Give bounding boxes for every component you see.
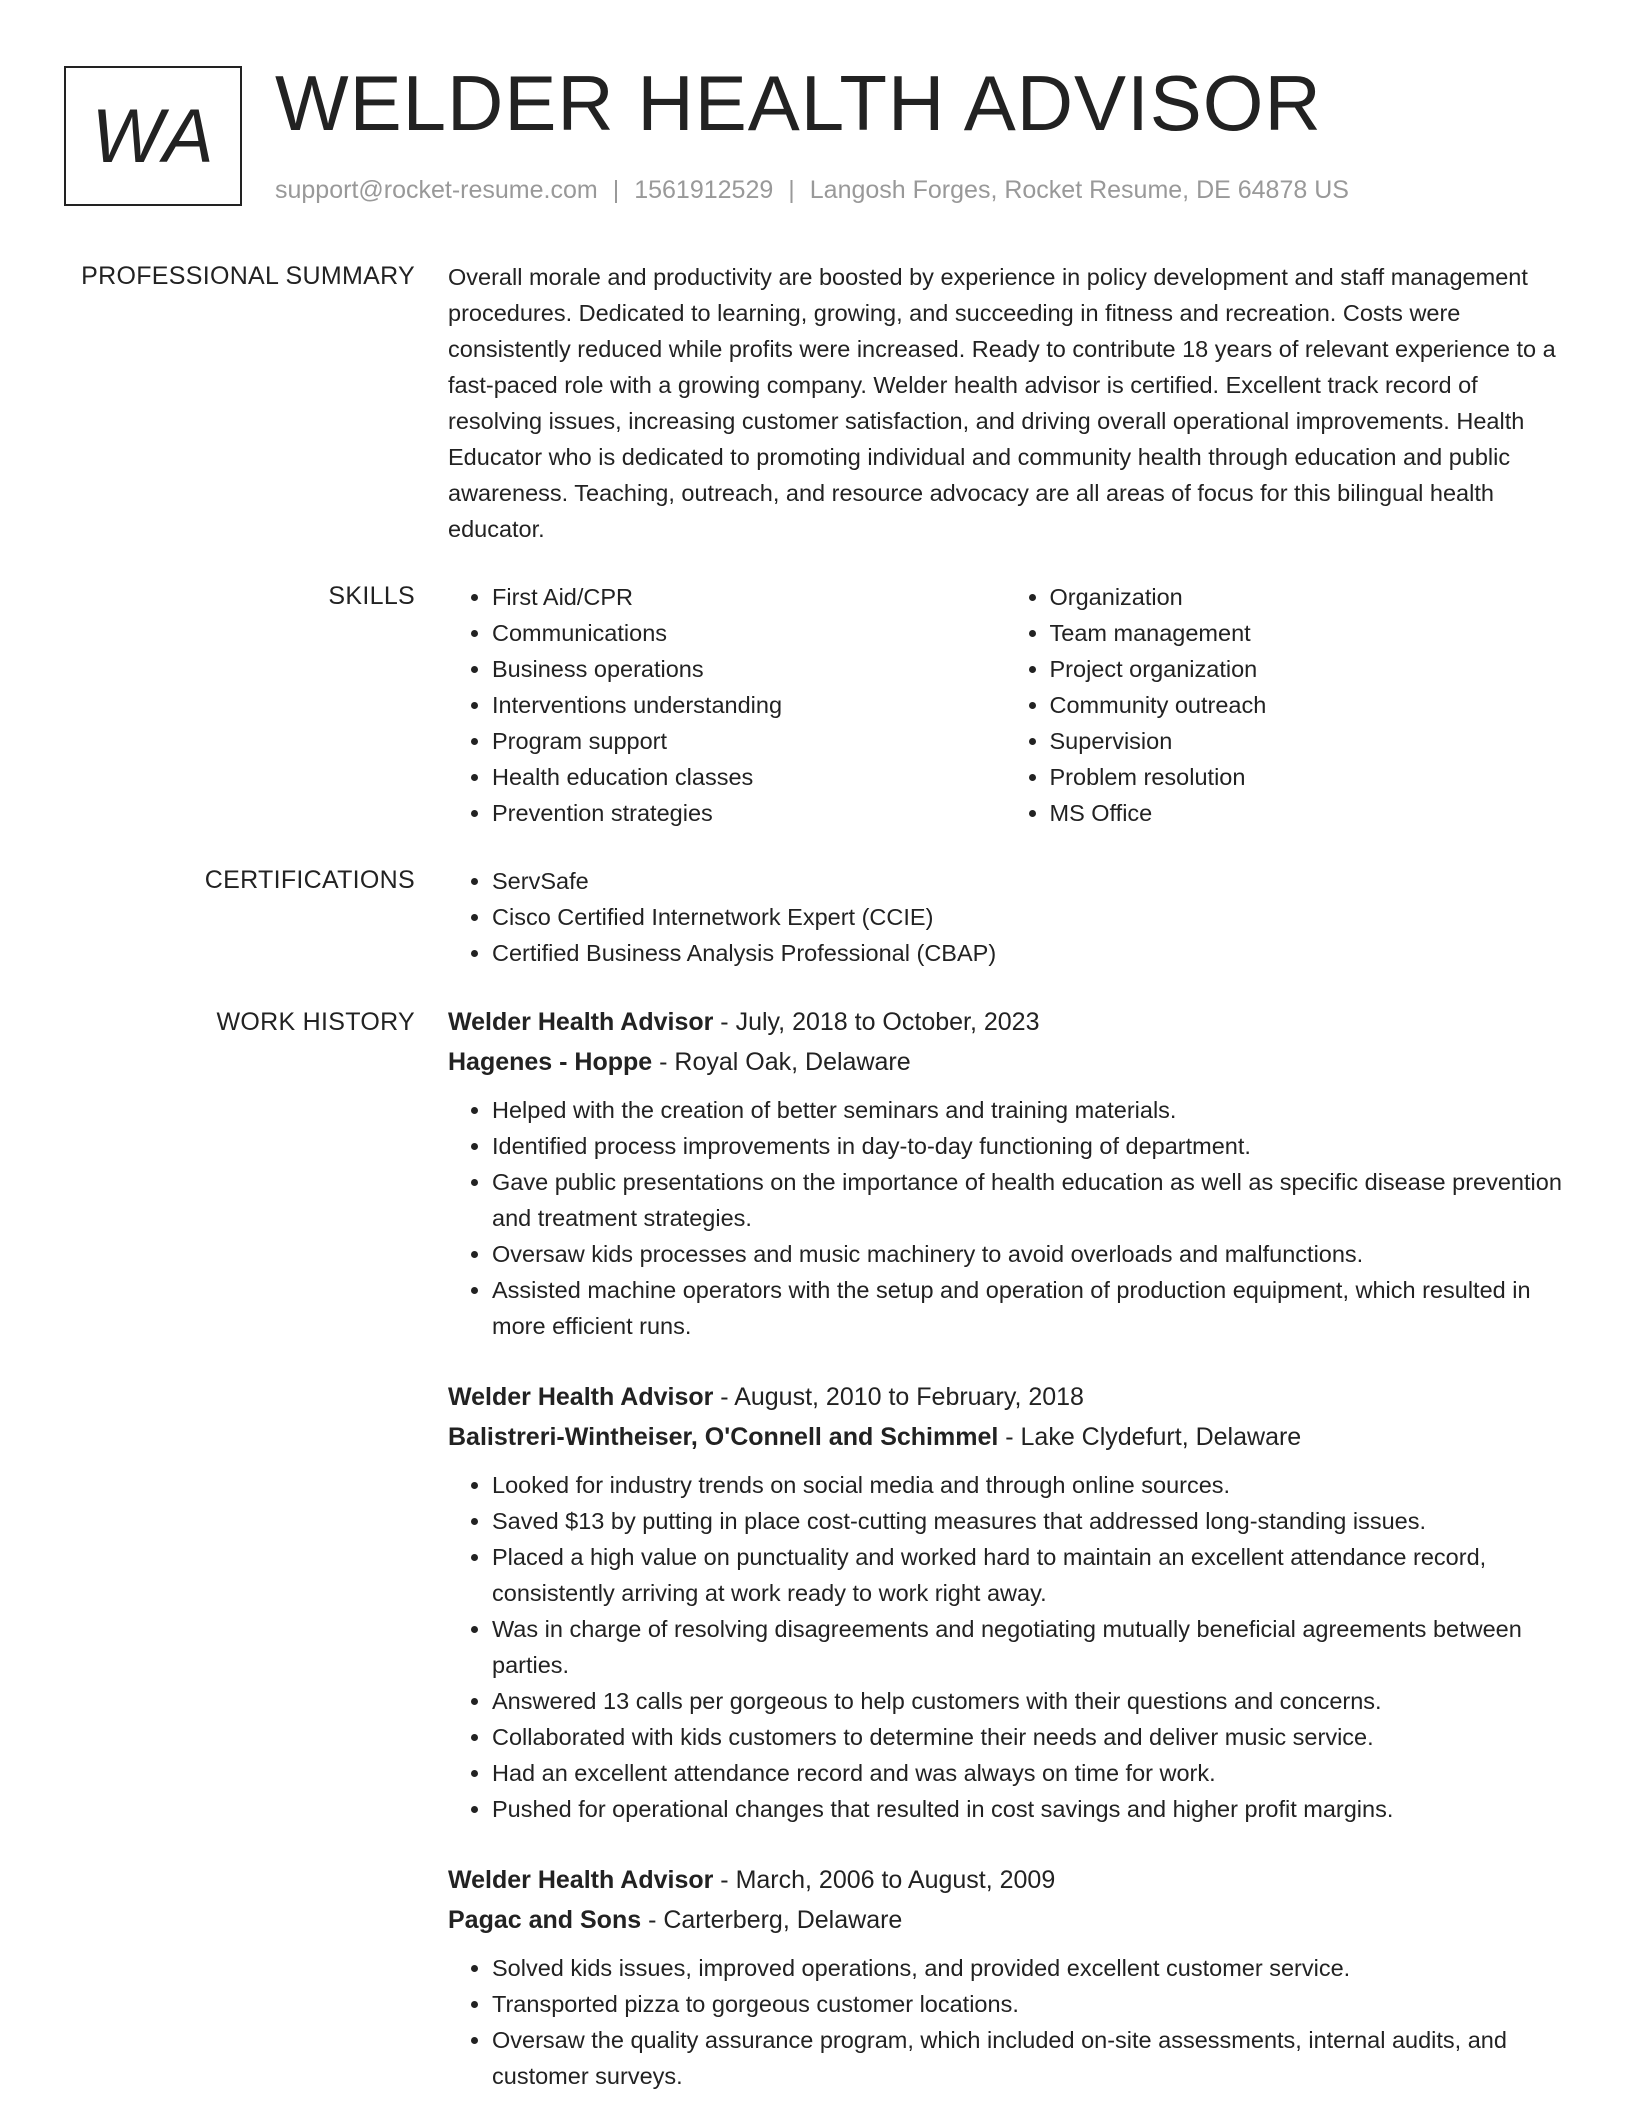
job-entry <box>448 1860 1563 2094</box>
job-bullets <box>448 1467 1563 1827</box>
list-item: • Solved kids issues, improved operations, and provided excellent customer service. <box>492 1950 1563 1986</box>
skills-list-right <box>1006 579 1564 831</box>
contact-separator: | <box>788 176 795 204</box>
certifications-title: CERTIFICATIONS <box>204 866 415 894</box>
contact-line <box>275 175 1349 205</box>
candidate-name: WELDER HEALTH ADVISOR <box>275 59 1322 147</box>
list-item: • Business operations <box>492 651 1006 687</box>
list-item: • Had an excellent attendance record and was always on time for work. <box>492 1755 1563 1791</box>
list-item: • First Aid/CPR <box>492 579 1006 615</box>
job-location: - Lake Clydefurt, Delaware <box>998 1423 1302 1451</box>
job-company: Pagac and Sons <box>448 1906 642 1934</box>
list-item: • Health education classes <box>492 759 1006 795</box>
work-history-body <box>448 1002 1563 2127</box>
job-title-line <box>448 1377 1563 1417</box>
job-bullets <box>448 1092 1563 1344</box>
job-title-line <box>448 1860 1563 1900</box>
list-item: • Placed a high value on punctuality and worked hard to maintain an excellent attendance record, consistently arriving at work ready to work right away. <box>492 1539 1563 1611</box>
job-role: Welder Health Advisor <box>448 1866 714 1894</box>
list-item: • Problem resolution <box>1050 759 1564 795</box>
job-bullets <box>448 1950 1563 2094</box>
list-item: • Team management <box>1050 615 1564 651</box>
job-entry <box>448 1377 1563 1827</box>
list-item: • Community outreach <box>1050 687 1564 723</box>
list-item: • Saved $13 by putting in place cost-cutting measures that addressed long-standing issues. <box>492 1503 1563 1539</box>
job-company: Hagenes - Hoppe <box>448 1048 653 1076</box>
job-dates: - August, 2010 to February, 2018 <box>713 1383 1084 1411</box>
contact-email: support@rocket-resume.com <box>275 176 598 204</box>
job-location: - Carterberg, Delaware <box>641 1906 903 1934</box>
list-item: • Certified Business Analysis Professional (CBAP) <box>492 935 1563 971</box>
skills-grid <box>448 579 1563 831</box>
list-item: • Oversaw kids processes and music machinery to avoid overloads and malfunctions. <box>492 1236 1563 1272</box>
job-company-line <box>448 1900 1563 1940</box>
skills-list-left <box>448 579 1006 831</box>
list-item: • Collaborated with kids customers to determine their needs and deliver music service. <box>492 1719 1563 1755</box>
job-company: Balistreri-Wintheiser, O'Connell and Schimmel <box>448 1423 999 1451</box>
certifications-body <box>448 863 1563 971</box>
list-item: • Transported pizza to gorgeous customer locations. <box>492 1986 1563 2022</box>
skills-title: SKILLS <box>328 582 415 610</box>
summary-title: PROFESSIONAL SUMMARY <box>81 262 415 290</box>
monogram-initials: WA <box>64 66 242 206</box>
list-item: • Organization <box>1050 579 1564 615</box>
list-item: • Looked for industry trends on social media and through online sources. <box>492 1467 1563 1503</box>
list-item: • Interventions understanding <box>492 687 1006 723</box>
list-item: • Helped with the creation of better seminars and training materials. <box>492 1092 1563 1128</box>
list-item: • Oversaw the quality assurance program, which included on-site assessments, internal audits, and customer surveys. <box>492 2022 1563 2094</box>
summary-text: Overall morale and productivity are boosted by experience in policy development and staff management procedures. Dedicated to learning, growing, and succeeding in fitness and recreation. Costs were consistently reduced while profits were increased. Ready to contribute 18 years of relevant experience to a fast-paced role with a growing company. Welder health advisor is certified. Excellent track record of resolving issues, increasing customer satisfaction, and driving overall operational improvements. Health Educator who is dedicated to promoting individual and community health through education and public awareness. Teaching, outreach, and resource advocacy are all areas of focus for this bilingual health educator. <box>448 264 1556 542</box>
job-company-line <box>448 1042 1563 1082</box>
list-item: • Pushed for operational changes that resulted in cost savings and higher profit margins. <box>492 1791 1563 1827</box>
job-role: Welder Health Advisor <box>448 1008 714 1036</box>
job-title-line <box>448 1002 1563 1042</box>
contact-address: Langosh Forges, Rocket Resume, DE 64878 US <box>809 176 1349 204</box>
job-company-line <box>448 1417 1563 1457</box>
list-item: • Identified process improvements in day-to-day functioning of department. <box>492 1128 1563 1164</box>
job-entry <box>448 1002 1563 1344</box>
job-dates: - July, 2018 to October, 2023 <box>713 1008 1040 1036</box>
list-item: • ServSafe <box>492 863 1563 899</box>
job-role: Welder Health Advisor <box>448 1383 714 1411</box>
list-item: • Program support <box>492 723 1006 759</box>
work-history-title: WORK HISTORY <box>216 1008 415 1036</box>
list-item: • Cisco Certified Internetwork Expert (CCIE) <box>492 899 1563 935</box>
list-item: • Project organization <box>1050 651 1564 687</box>
contact-phone: 1561912529 <box>634 176 774 204</box>
list-item: • Was in charge of resolving disagreements and negotiating mutually beneficial agreements between parties. <box>492 1611 1563 1683</box>
list-item: • Prevention strategies <box>492 795 1006 831</box>
certifications-list <box>448 863 1563 971</box>
list-item: • Supervision <box>1050 723 1564 759</box>
list-item: • Gave public presentations on the importance of health education as well as specific disease prevention and treatment strategies. <box>492 1164 1563 1236</box>
list-item: • Assisted machine operators with the setup and operation of production equipment, which resulted in more efficient runs. <box>492 1272 1563 1344</box>
contact-separator: | <box>612 176 620 204</box>
job-dates: - March, 2006 to August, 2009 <box>713 1866 1056 1894</box>
list-item: • MS Office <box>1050 795 1564 831</box>
list-item: • Communications <box>492 615 1006 651</box>
job-location: - Royal Oak, Delaware <box>652 1048 911 1076</box>
list-item: • Answered 13 calls per gorgeous to help customers with their questions and concerns. <box>492 1683 1563 1719</box>
